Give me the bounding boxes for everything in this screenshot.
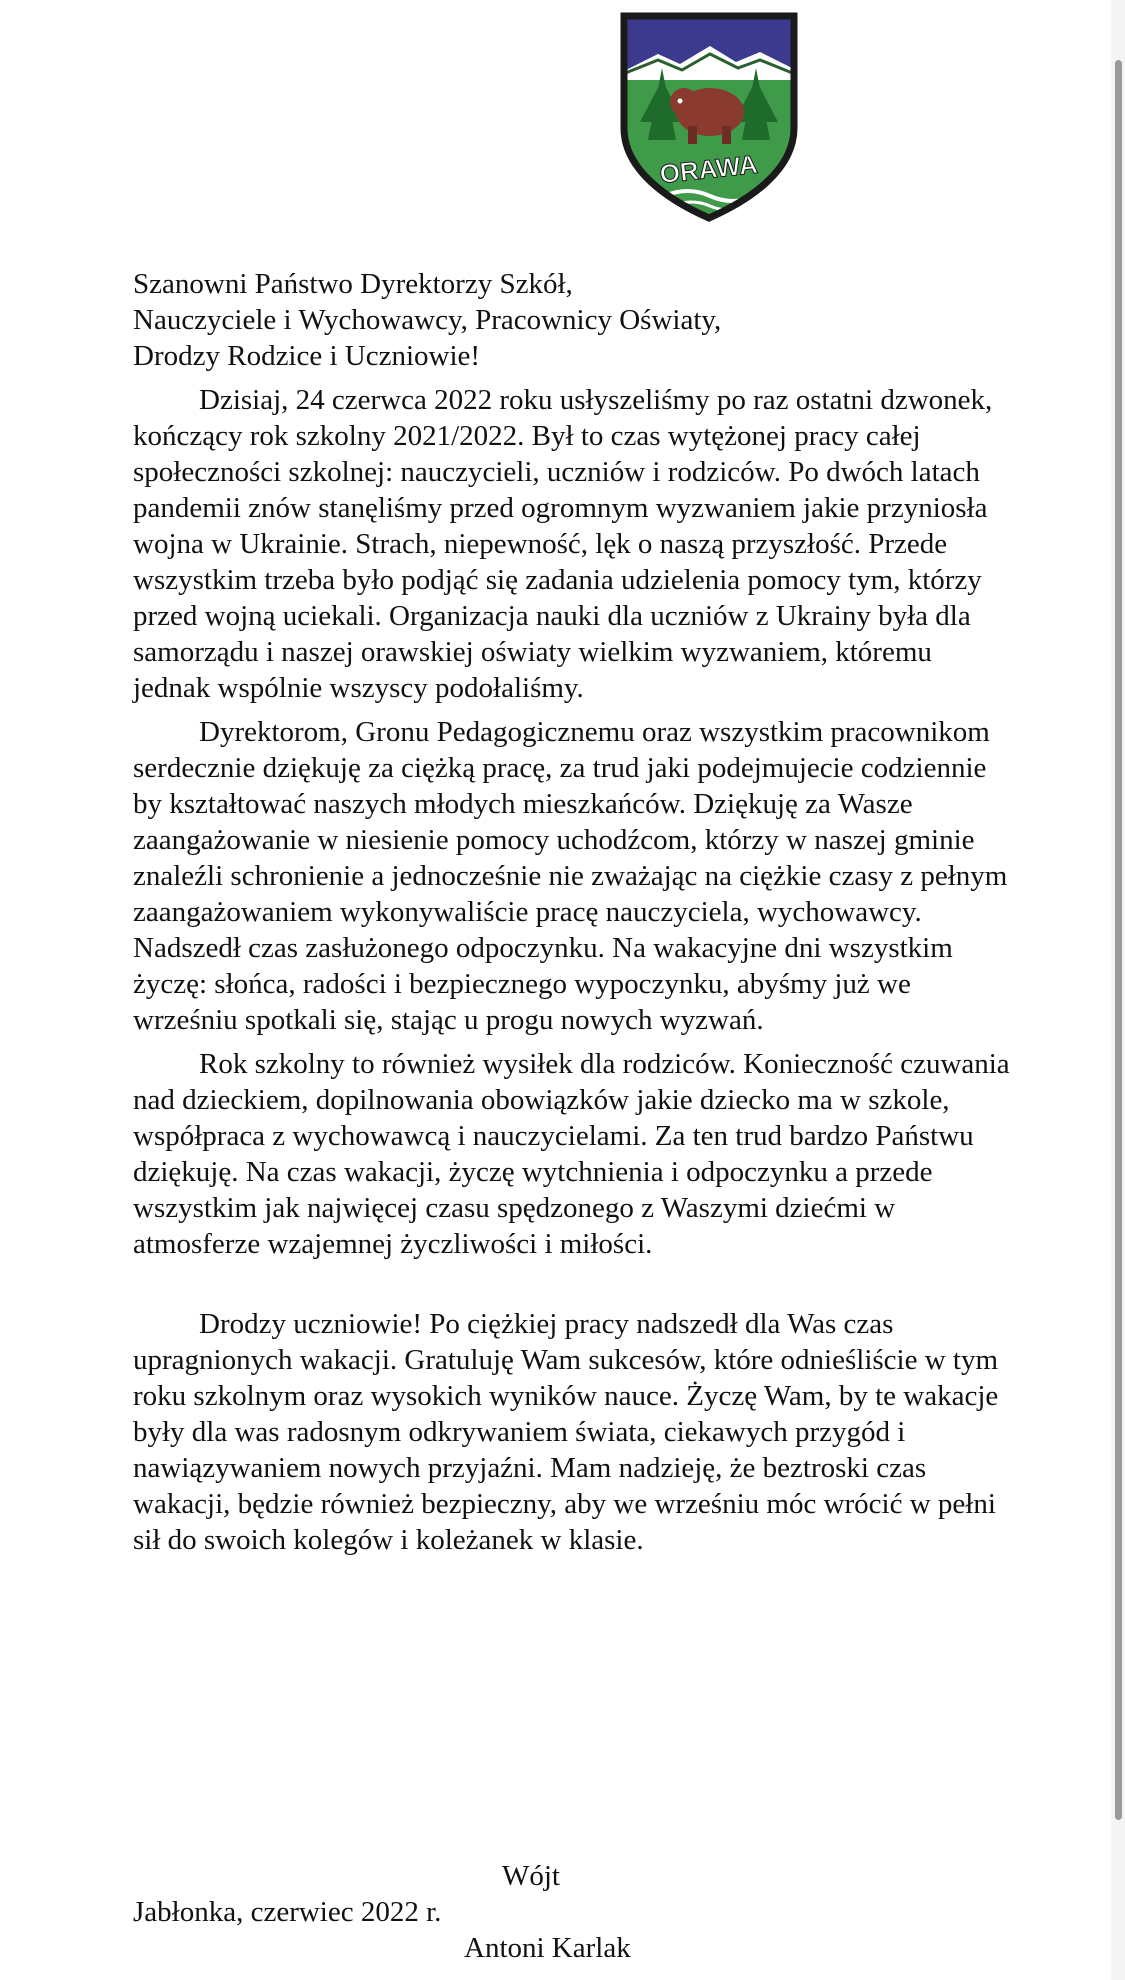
scrollbar[interactable] — [1111, 0, 1125, 1980]
orawa-crest-logo — [618, 10, 800, 222]
paragraph-parents-thanks: Rok szkolny to również wysiłek dla rodziców. Konieczność czuwania nad dzieckiem, dopilnowania obowiązków jakie dziecko ma w szkole, współpraca z wychowawcą i nauczycielami. Za ten trud bardzo Państwu dziękuję. Na czas wakacji, życzę wytchnienia i odpoczynku a przede wszystkim jak najwięcej czasu spędzonego z Waszymi dziećmi w atmosferze wzajemnej życzliwości i miłości. — [133, 1048, 1010, 1260]
crest-text: ORAWA — [658, 148, 760, 190]
signature-role: Wójt — [502, 1860, 560, 1892]
paragraph-teachers-thanks: Dyrektorom, Gronu Pedagogicznemu oraz wszystkim pracownikom serdecznie dziękuję za ciężką pracę, za trud jaki podejmujecie codziennie by kształtować naszych młodych mieszkańców. Dziękuję za Wasze zaangażowanie w niesienie pomocy uchodźcom, którzy w naszej gminie znaleźli schronienie a jednocześnie nie zważając na ciężkie czasy z pełnym zaangażowaniem wykonywaliście pracę nauczyciela, wychowawcy. Nadszedł czas zasłużonego odpoczynku. Na wakacyjne dni wszystkim życzę: słońca, radości i bezpiecznego wypoczynku, abyśmy już we wrześniu spotkali się, stając u progu nowych wyzwań. — [133, 716, 1008, 1036]
letter-body — [133, 266, 1013, 1558]
paragraph-students-year-end: Dzisiaj, 24 czerwca 2022 roku usłyszeliśmy po raz ostatni dzwonek, kończący rok szkolny 2021/2022. Był to czas wytężonej pracy całej społeczności szkolnej: nauczycieli, uczniów i rodziców. Po dwóch latach pandemii znów stanęliśmy przed ogromnym wyzwaniem jakie przyniosła wojna w Ukrainie. Strach, niepewność, lęk o naszą przyszłość. Przede wszystkim trzeba było podjąć się zadania udzielenia pomocy tym, którzy przed wojną uciekali. Organizacja nauki dla uczniów z Ukrainy była dla samorządu i naszej orawskiej oświaty wielkim wyzwaniem, któremu jednak wspólnie wszyscy podołaliśmy. — [133, 384, 993, 704]
letter-salutation: Szanowni Państwo Dyrektorzy Szkół, Nauczyciele i Wychowawcy, Pracownicy Oświaty, Drodzy Rodzice i Uczniowie! — [133, 268, 722, 372]
scrollbar-thumb[interactable] — [1115, 60, 1122, 1820]
paragraph-students-wishes: Drodzy uczniowie! Po ciężkiej pracy nadszedł dla Was czas upragnionych wakacji. Gratuluję Wam sukcesów, które odnieśliście w tym roku szkolnym oraz wysokich wyników nauce. Życzę Wam, by te wakacje były dla was radosnym odkrywaniem świata, ciekawych przygód i nawiązywaniem nowych przyjaźni. Mam nadzieję, że beztroski czas wakacji, będzie również bezpieczny, aby we wrześniu móc wrócić w pełni sił do swoich kolegów i koleżanek w klasie. — [133, 1308, 999, 1556]
signature-place-date: Jabłonka, czerwiec 2022 r. — [133, 1896, 442, 1928]
signature-name: Antoni Karlak — [464, 1932, 631, 1964]
